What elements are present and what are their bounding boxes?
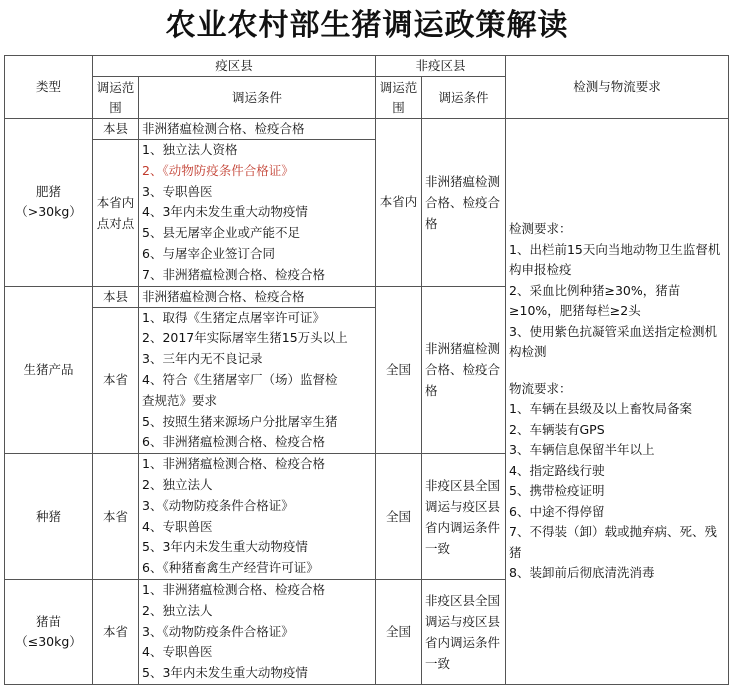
condition-item: 5、按照生猪来源场户分批屠宰生猪 [142, 413, 338, 429]
logistics-item: 2、车辆装有GPS [509, 421, 605, 437]
header-epidemic-area: 疫区县 [93, 56, 376, 77]
condition-item: 6、与屠宰企业签订合同 [142, 245, 275, 261]
condition-item: 5、3年内未发生重大动物疫情 [142, 539, 308, 555]
condition-item: 3、《动物防疫条件合格证》 [142, 497, 294, 513]
fattening-non-condition: 非洲猪瘟检测合格、检疫合格 [422, 119, 506, 287]
condition-item: 4、3年内未发生重大动物疫情 [142, 204, 308, 220]
products-local-condition: 非洲猪瘟检测合格、检疫合格 [139, 286, 376, 307]
products-province-scope: 本省 [93, 307, 139, 454]
condition-item: 4、符合《生猪屠宰厂（场）监督检 [142, 371, 338, 387]
condition-item: 5、3年内未发生重大动物疫情 [142, 665, 308, 681]
products-local-scope: 本县 [93, 286, 139, 307]
products-non-condition: 非洲猪瘟检测合格、检疫合格 [422, 286, 506, 454]
logistics-item: 6、中途不得停留 [509, 503, 605, 519]
piglet-scope: 本省 [93, 579, 139, 684]
type-fattening-spec: （>30kg） [15, 204, 82, 220]
piglet-conditions [139, 579, 376, 684]
piglet-non-scope: 全国 [376, 579, 422, 684]
breeding-non-scope: 全国 [376, 454, 422, 580]
condition-item: 1、非洲猪瘟检测合格、检疫合格 [142, 581, 325, 597]
logistics-item: 5、携带检疫证明 [509, 483, 605, 499]
breeding-scope: 本省 [93, 454, 139, 580]
piglet-non-condition: 非疫区县全国调运与疫区县省内调运条件一致 [422, 579, 506, 684]
condition-item: 3、三年内无不良记录 [142, 351, 263, 367]
fattening-non-scope: 本省内 [376, 119, 422, 287]
condition-item: 5、县无屠宰企业或产能不足 [142, 225, 300, 241]
page-title: 农业农村部生猪调运政策解读 [165, 8, 569, 43]
condition-item: 1、独立法人资格 [142, 142, 238, 157]
header-non-epidemic-area: 非疫区县 [376, 56, 506, 77]
breeding-conditions [139, 454, 376, 580]
fattening-province-conditions [139, 140, 376, 287]
header-type: 类型 [5, 56, 93, 119]
condition-item: 4、专职兽医 [142, 644, 213, 660]
logistics-item: 4、指定路线行驶 [509, 462, 605, 478]
condition-item: 4、专职兽医 [142, 518, 213, 534]
header-requirements: 检测与物流要求 [506, 56, 729, 119]
type-piglet-spec: （≤30kg） [15, 633, 82, 649]
condition-item: 1、取得《生猪定点屠宰许可证》 [142, 309, 325, 325]
header-condition: 调运条件 [139, 77, 376, 119]
condition-item: 3、专职兽医 [142, 183, 213, 199]
breeding-non-condition: 非疫区县全国调运与疫区县省内调运条件一致 [422, 454, 506, 580]
condition-item: 查规范》要求 [142, 392, 218, 408]
logistics-item: 3、车辆信息保留半年以上 [509, 442, 655, 458]
logistics-title: 物流要求： [509, 380, 572, 396]
testing-item: 2、采血比例种猪≥30%，猪苗≥10%，肥猪每栏≥2头 [509, 282, 681, 319]
logistics-item: 8、装卸前后彻底清洗消毒 [509, 565, 655, 581]
type-fattening [5, 119, 93, 287]
type-fattening-name: 肥猪 [35, 184, 61, 200]
testing-item: 1、出栏前15天向当地动物卫生监督机构申报检疫 [509, 241, 721, 278]
type-piglet [5, 579, 93, 684]
header-scope: 调运范围 [93, 77, 139, 119]
fattening-local-condition: 非洲猪瘟检测合格、检疫合格 [139, 119, 376, 140]
type-piglet-name: 猪苗 [35, 613, 61, 629]
header-non-scope: 调运范围 [376, 77, 422, 119]
policy-table [4, 55, 729, 685]
header-non-condition: 调运条件 [422, 77, 506, 119]
products-non-scope: 全国 [376, 286, 422, 454]
testing-item: 3、使用紫色抗凝管采血送指定检测机构检测 [509, 323, 717, 360]
products-province-conditions [139, 307, 376, 454]
condition-item: 3、《动物防疫条件合格证》 [142, 623, 294, 639]
fattening-local-scope: 本县 [93, 119, 139, 140]
row-fattening-local [5, 119, 729, 140]
condition-item-highlight: 2、《动物防疫条件合格证》 [142, 162, 294, 178]
condition-item: 6、《种猪畜禽生产经营许可证》 [142, 560, 319, 576]
requirements-cell [506, 119, 729, 685]
logistics-item: 1、车辆在县级及以上畜牧局备案 [509, 401, 692, 417]
logistics-item: 7、不得装（卸）载或抛弃病、死、残猪 [509, 524, 717, 560]
condition-item: 6、非洲猪瘟检测合格、检疫合格 [142, 434, 325, 450]
condition-item: 2、独立法人 [142, 602, 213, 618]
type-breeding: 种猪 [5, 454, 93, 580]
testing-title: 检测要求： [509, 221, 572, 237]
fattening-province-scope: 本省内点对点 [93, 140, 139, 287]
condition-item: 1、非洲猪瘟检测合格、检疫合格 [142, 456, 325, 472]
condition-item: 2、2017年实际屠宰生猪15万头以上 [142, 330, 348, 346]
header-row-1 [5, 56, 729, 77]
condition-item: 7、非洲猪瘟检测合格、检疫合格 [142, 266, 325, 282]
condition-item: 2、独立法人 [142, 476, 213, 492]
type-products: 生猪产品 [5, 286, 93, 454]
